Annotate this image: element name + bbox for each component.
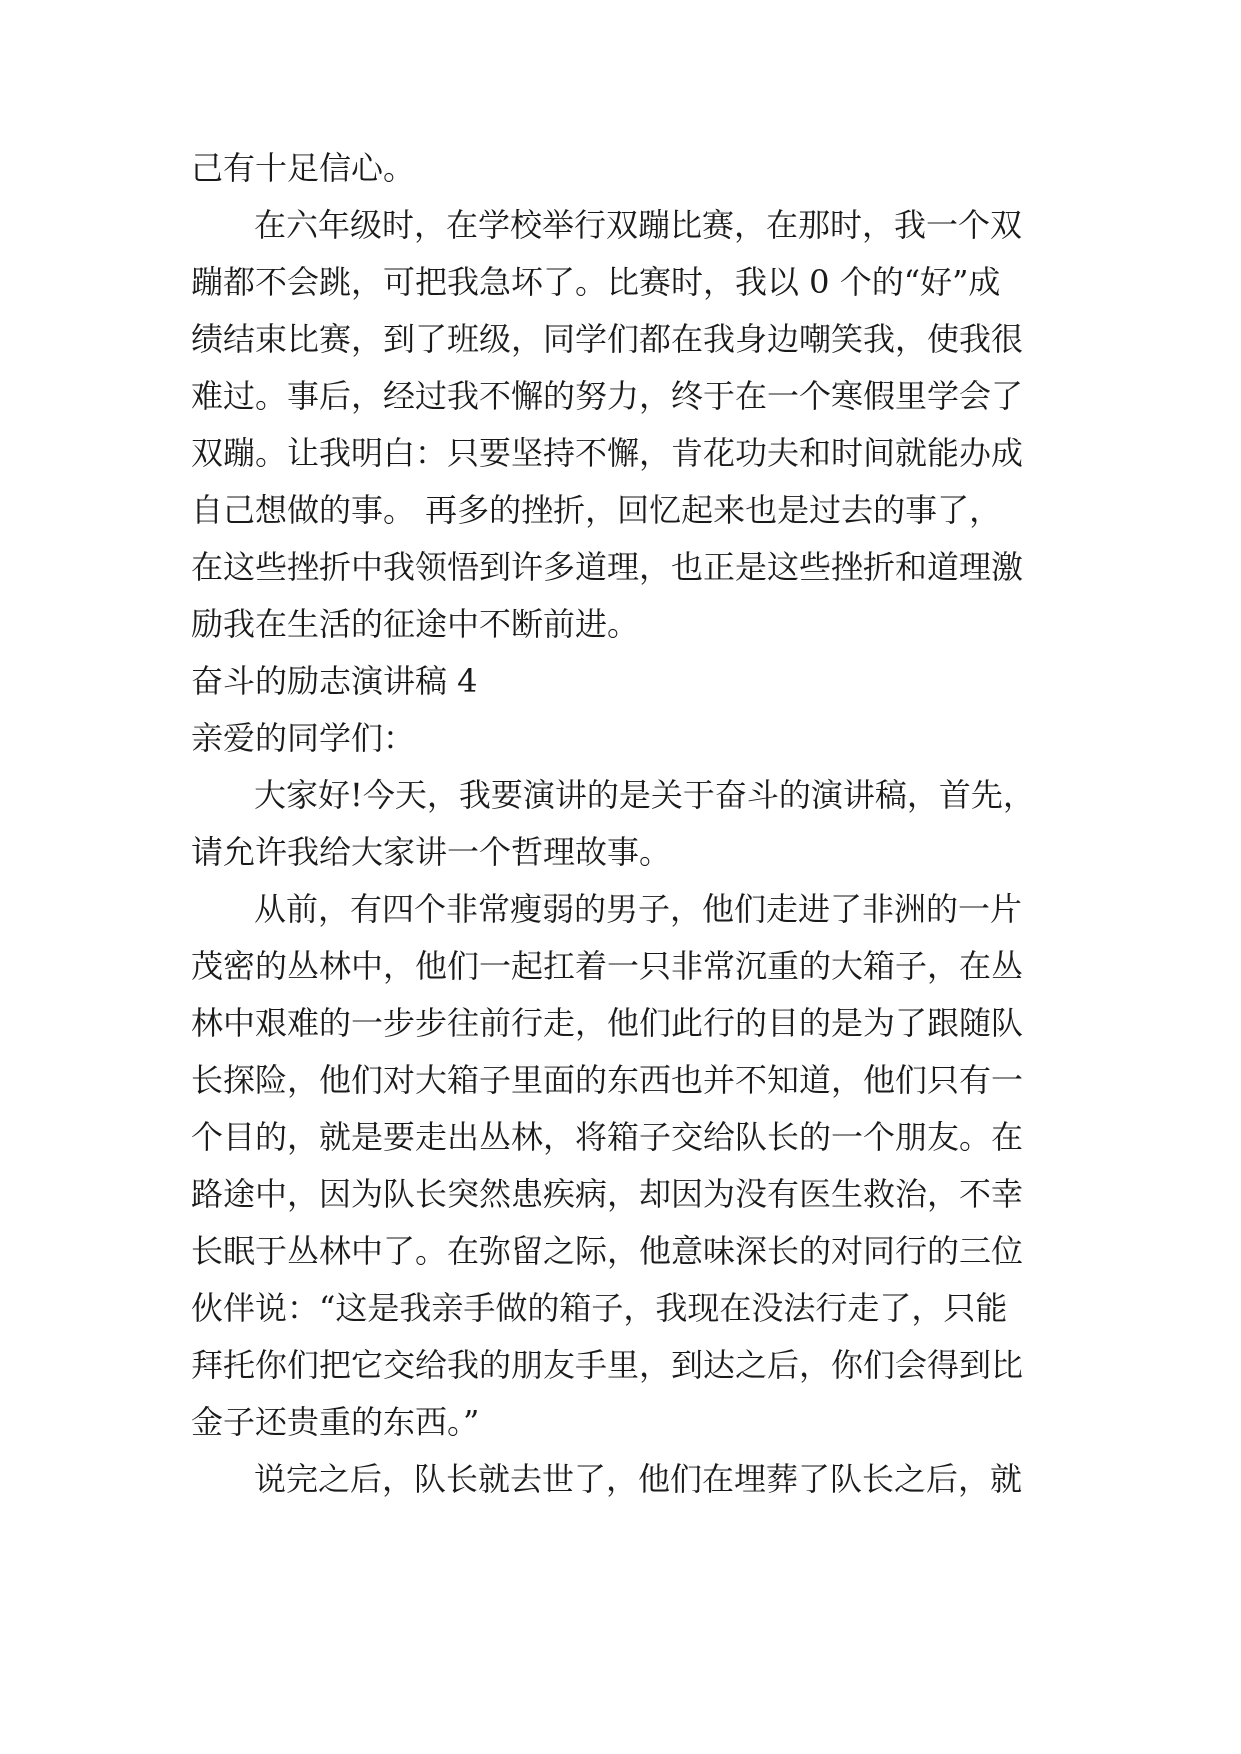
text-line: 长眠于丛林中了。在弥留之际，他意味深长的对同行的三位 <box>191 1232 1024 1270</box>
paragraph-first-line: 在六年级时，在学校举行双蹦比赛，在那时，我一个双 <box>254 206 1023 244</box>
section-heading: 奋斗的励志演讲稿 4 <box>191 662 478 700</box>
text-line: 绩结束比赛，到了班级，同学们都在我身边嘲笑我，使我很 <box>191 320 1024 358</box>
text-line: 蹦都不会跳，可把我急坏了。比赛时，我以 0 个的“好”成 <box>191 263 1001 301</box>
text-line: 长探险，他们对大箱子里面的东西也并不知道，他们只有一 <box>191 1061 1024 1099</box>
text-line: 己有十足信心。 <box>191 149 416 187</box>
salutation: 亲爱的同学们： <box>191 719 416 757</box>
text-line: 金子还贵重的东西。” <box>191 1403 480 1441</box>
text-line: 在这些挫折中我领悟到许多道理，也正是这些挫折和道理激 <box>191 548 1024 586</box>
text-line: 励我在生活的征途中不断前进。 <box>191 605 640 643</box>
text-line: 林中艰难的一步步往前行走，他们此行的目的是为了跟随队 <box>191 1004 1024 1042</box>
text-line: 路途中，因为队长突然患疾病，却因为没有医生救治，不幸 <box>191 1175 1024 1213</box>
text-line: 拜托你们把它交给我的朋友手里，到达之后，你们会得到比 <box>191 1346 1024 1384</box>
text-line: 伙伴说：“这是我亲手做的箱子，我现在没法行走了，只能 <box>191 1289 1008 1327</box>
text-line: 难过。事后，经过我不懈的努力，终于在一个寒假里学会了 <box>191 377 1024 415</box>
paragraph-first-line: 说完之后，队长就去世了，他们在埋葬了队长之后，就 <box>254 1460 1023 1498</box>
text-line: 双蹦。让我明白：只要坚持不懈，肯花功夫和时间就能办成 <box>191 434 1024 472</box>
text-line: 自己想做的事。 再多的挫折，回忆起来也是过去的事了， <box>191 491 1002 529</box>
text-line: 个目的，就是要走出丛林，将箱子交给队长的一个朋友。在 <box>191 1118 1024 1156</box>
text-line: 茂密的丛林中，他们一起扛着一只非常沉重的大箱子，在丛 <box>191 947 1024 985</box>
paragraph-first-line: 大家好!今天，我要演讲的是关于奋斗的演讲稿，首先， <box>254 776 1035 814</box>
paragraph-first-line: 从前，有四个非常瘦弱的男子，他们走进了非洲的一片 <box>254 890 1023 928</box>
text-line: 请允许我给大家讲一个哲理故事。 <box>191 833 672 871</box>
